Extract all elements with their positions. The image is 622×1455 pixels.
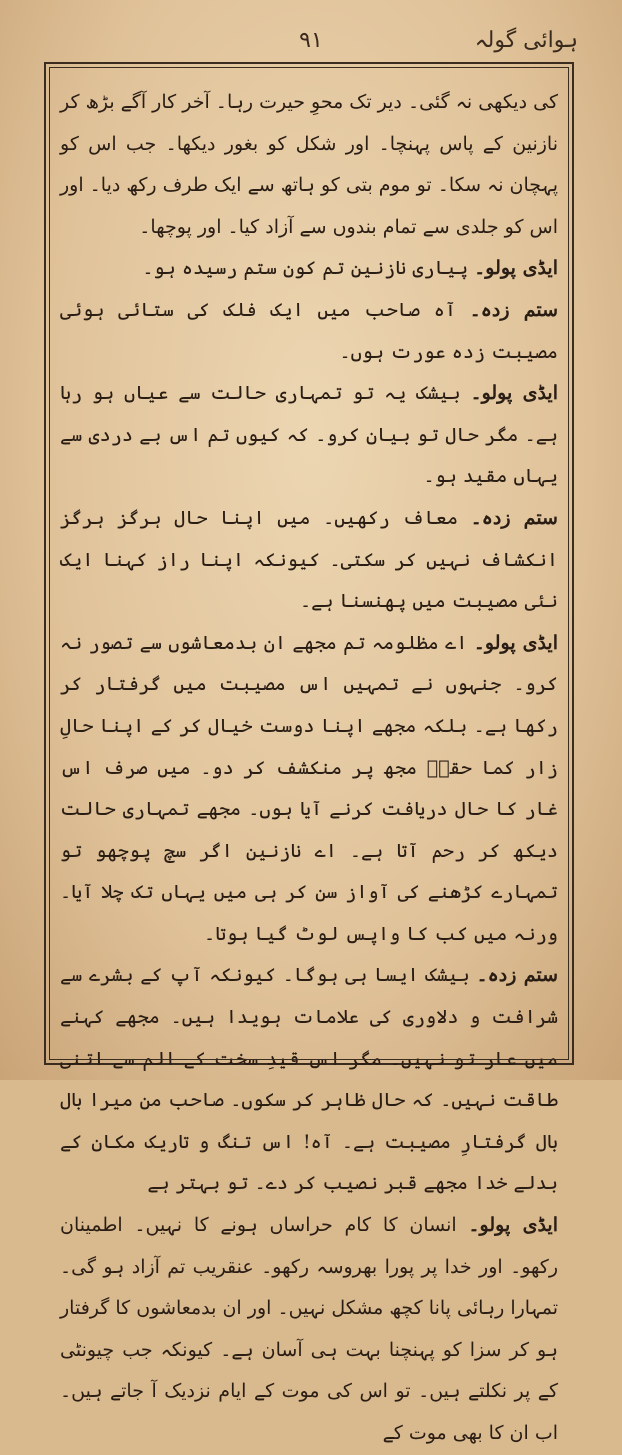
paragraph-text: پیاری نازنین تم کون ستم رسیدہ ہو۔ — [142, 257, 475, 280]
page-header — [44, 28, 578, 58]
paragraph-text: انسان کا کام حراساں ہونے کا نہیں۔ اطمینان رکھو۔ اور خدا پر پورا بھروسہ رکھو۔ عنقریب تم آزاد ہو گی۔ تمہارا رہائی پانا کچھ مشکل نہیں۔ اور ان بدمعاشوں کا گرفتار ہو کر سزا کو پہنچنا بہت ہی آسان ہے۔ کیونکہ جب چیونٹی کے پر نکلتے ہیں۔ تو اس کی موت کے ایام نزدیک آ جاتے ہیں۔ اب ان کا بھی موت کے — [60, 1214, 558, 1444]
paragraph-text: بیشک ایسا ہی ہوگا۔ کیونکہ آپ کے بشرے سے شرافت و دلاوری کی علامات ہویدا ہیں۔ مجھے کہنے میں عار تو نہیں۔ مگر اس قیدِ سخت کے الم سے اتنی طاقت نہیں۔ کہ حال ظاہر کر سکوں۔ صاحب من میرا بال بال گرفتارِ مصیبت ہے۔ آہ! اس تنگ و تاریک مکان کے بدلے خدا مجھے قبر نصیب کر دے۔ تو بہتر ہے — [60, 964, 558, 1195]
paragraph-text: کی دیکھی نہ گئی۔ دیر تک محوِ حیرت رہا۔ آخر کار آگے بڑھ کر نازنین کے پاس پہنچا۔ اور شکل کو بغور دیکھا۔ جب اس کو پہچان نہ سکا۔ تو موم بتی کو ہاتھ سے ایک طرف رکھ دیا۔ اور اس کو جلدی سے تمام بندوں سے آزاد کیا۔ اور پوچھا۔ — [60, 91, 558, 238]
paragraph — [56, 373, 562, 498]
speaker-label: ایڈی پولو۔ — [474, 257, 558, 280]
paragraph — [56, 498, 562, 623]
running-title: ہوائی گولہ — [474, 28, 578, 53]
speaker-label: ستم زدہ۔ — [476, 964, 558, 987]
speaker-label: ایڈی پولو۔ — [473, 631, 558, 654]
speaker-label: ستم زدہ۔ — [469, 298, 558, 321]
paragraph — [56, 290, 562, 373]
paragraph — [56, 82, 562, 248]
speaker-label: ایڈی پولو۔ — [470, 382, 558, 405]
paragraph-text: معاف رکھیں۔ میں اپنا حال ہرگز ہرگز انکشاف نہیں کر سکتی۔ کیونکہ اپنا راز کہنا ایک نئی مصیبت میں پھنسنا ہے۔ — [60, 506, 558, 613]
paragraph — [56, 248, 562, 290]
paragraph-text: آہ صاحب میں ایک فلک کی ستائی ہوئی مصیبت زدہ عورت ہوں۔ — [60, 298, 558, 363]
paragraph-text: اے مظلومہ تم مجھے ان بدمعاشوں سے تصور نہ کرو۔ جنہوں نے تمہیں اس مصیبت میں گرفتار کر رکھا ہے۔ بلکہ مجھے اپنا دوست خیال کر کے اپنا حالِ زار کما حقہٗ مجھ پر منکشف کر دو۔ میں صرف اس غار کا حال دریافت کرنے آیا ہوں۔ مجھے تمہاری حالت دیکھ کر رحم آتا ہے۔ اے نازنین اگر سچ پوچھو تو تمہارے کڑھنے کی آواز سن کر ہی میں یہاں تک چلا آیا۔ ورنہ میں کب کا واپس لوٹ گیا ہوتا۔ — [60, 631, 558, 945]
text-frame — [44, 62, 574, 1444]
speaker-label: ایڈی پولو۔ — [468, 1214, 558, 1237]
paragraph — [56, 623, 562, 956]
speaker-label: ستم زدہ۔ — [470, 506, 558, 529]
page-number: ۹۱ — [299, 28, 323, 53]
paragraph-text: بیشک یہ تو تمہاری حالت سے عیاں ہو رہا ہے۔ مگر حال تو بیان کرو۔ کہ کیوں تم اس بے دردی سے یہاں مقید ہو۔ — [60, 382, 558, 488]
paragraph — [56, 1205, 562, 1455]
paragraph — [56, 955, 562, 1205]
